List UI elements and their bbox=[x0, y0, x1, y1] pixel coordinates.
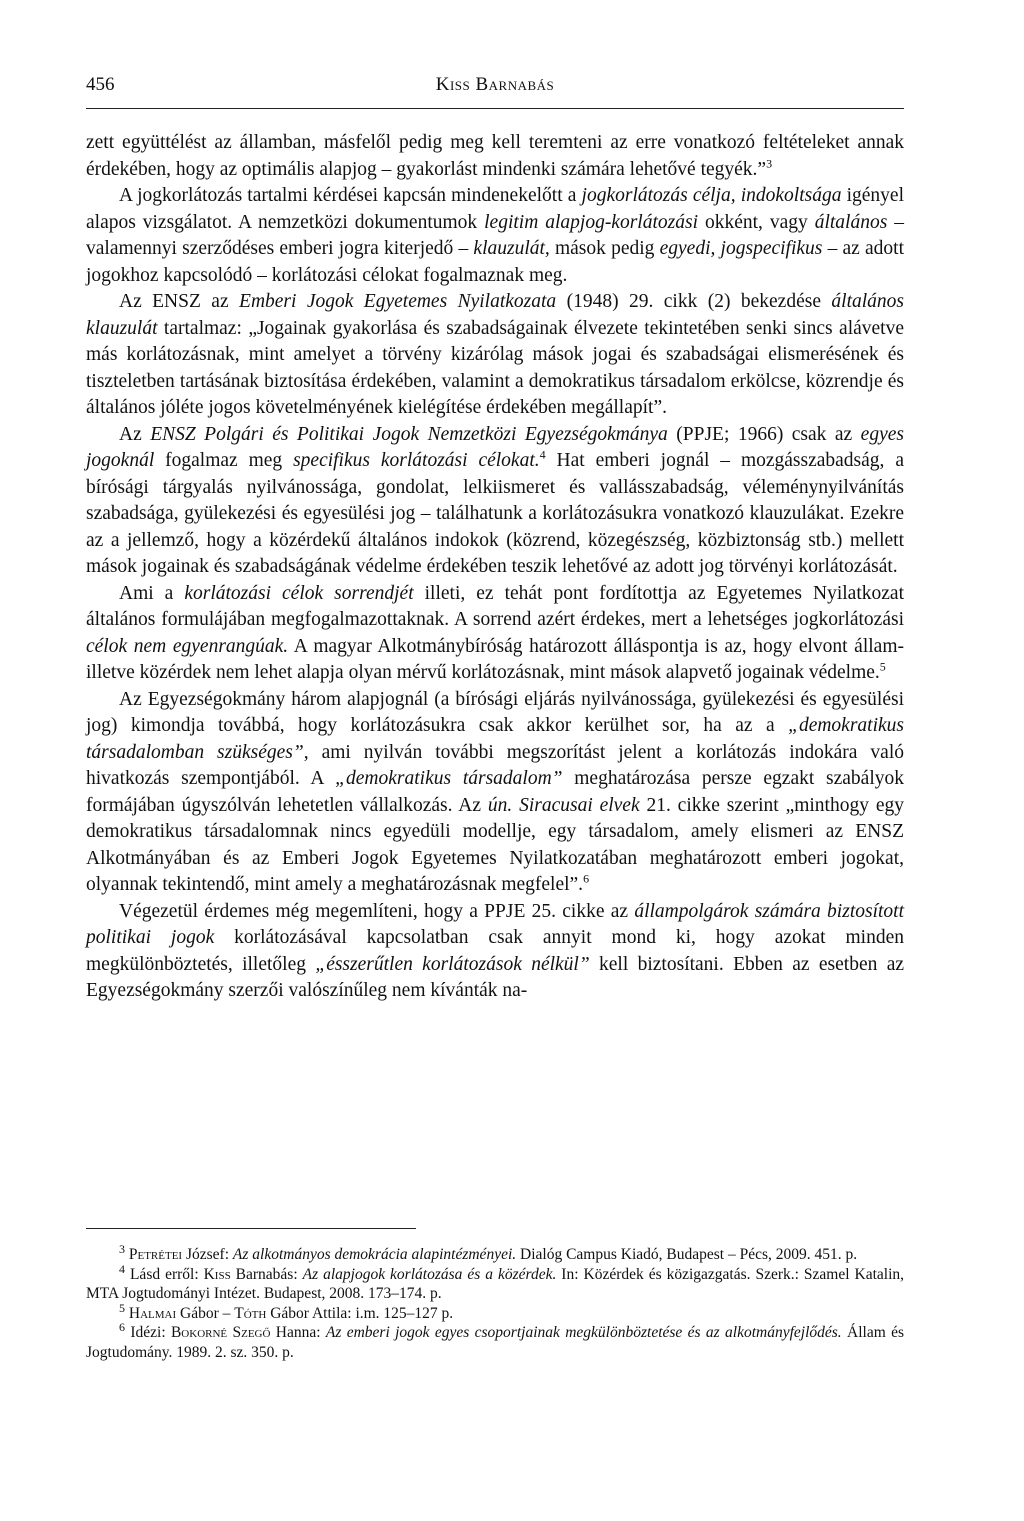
footnote-ref: 3 bbox=[766, 156, 773, 170]
paragraph: zett együttélést az államban, másfelől pedig meg kell teremteni az erre vonatkozó feltételeket annak érdekében, hogy az optimális alapjog – gyakorlást mindenki számára lehetővé tegyék.”$^3$ bbox=[86, 132, 904, 180]
header-rule bbox=[86, 108, 904, 109]
paragraph: Az ENSZ Polgári és Politikai Jogok Nemzetközi Egyezségokmánya (PPJE; 1966) csak az egyes jogoknál fogalmaz meg specifikus korlátozási célokat.$^4$ Hat emberi jognál – mozgásszabadság, a bírósági tárgyalás nyilvánossága, gondolat, lelkiismeret és vallásszabadság, véleménynyilvánítás szabadsága, gyülekezési és egyesülési jog – találhatunk a korlátozásukra vonatkozó klauzulákat. Ezekre az a jellemző, hogy a közérdekű általános indokok (közrend, közegészség, közbiztonság stb.) mellett mások jogainak és szabadságának védelme érdekében teszik lehetővé az adott jog törvényi korlátozását. bbox=[86, 423, 904, 577]
running-head-author: Kiss Barnabás bbox=[435, 74, 555, 95]
paragraph: Az Egyezségokmány három alapjognál (a bírósági eljárás nyilvánossága, gyülekezési és egyesülési jog) kimondja továbbá, hogy korlátozásukra csak akkor kerülhet sor, ha az a „demokratikus társadalomban szükséges”, ami nyilván további megszorítást jelent a korlátozás indokára való hivatkozás szempontjából. A „demokratikus társadalom” meghatározása persze egzakt szabályok formájában úgyszólván lehetetlen vállalkozás. Az ún. Siracusai elvek 21. cikke szerint „minthogy egy demokratikus társadalomnak nincs egyedüli modellje, egy társadalom, amely elismeri az ENSZ Alkotmányában és az Emberi Jogok Egyetemes Nyilatkozatában meghatározott emberi jogokat, olyannak tekintendő, mint amely a meghatározásnak megfelel”.$^6$ bbox=[86, 688, 904, 895]
footnotes bbox=[86, 1241, 905, 1362]
paragraph: Végezetül érdemes még megemlíteni, hogy a PPJE 25. cikke az állampolgárok számára biztosított politikai jogok korlátozásával kapcsolatban csak annyit mond ki, hogy azokat minden megkülönböztetés, illetőleg „ésszerűtlen korlátozások nélkül” kell biztosítani. Ebben az esetben az Egyezségokmány szerzői valószínűleg nem kívánták na- bbox=[86, 900, 905, 1001]
footnote-ref: 5 bbox=[879, 659, 886, 674]
footnote-ref: 4 bbox=[539, 447, 546, 462]
footnote: $^5$ Halmai Gábor – Tóth Gábor Attila: i.m. 125–127 p. bbox=[119, 1300, 454, 1322]
footnote: $^6$ Idézi: Bokorné Szegő Hanna: Az emberi jogok egyes csoportjainak megkülönböztetése és az alkotmányfejlődés. Állam és Jogtudomány. 1989. 2. sz. 350. p. bbox=[86, 1319, 905, 1361]
paragraph: A jogkorlátozás tartalmi kérdései kapcsán mindenekelőtt a jogkorlátozás célja, indokoltsága igényel alapos vizsgálatot. A nemzetközi dokumentumok legitim alapjog-korlátozási okként, vagy általános – valamennyi szerződéses emberi jogra kiterjedő – klauzulát, mások pedig egyedi, jogspecifikus – az adott jogokhoz kapcsolódó – korlátozási célokat fogalmaznak meg. bbox=[86, 185, 904, 286]
main-text bbox=[86, 130, 904, 1005]
footnote: $^4$ Lásd erről: Kiss Barnabás: Az alapjogok korlátozása és a közérdek. In: Közérdek és közigazgatás. Szerk.: Szamel Katalin, MTA Jogtudományi Intézet. Budapest, 2008. 173–174. p. bbox=[86, 1261, 905, 1302]
footnote: $^3$ Petrétei József: Az alkotmányos demokrácia alapintézményei. Dialóg Campus Kiadó, Budapest – Pécs, 2009. 451. p. bbox=[119, 1241, 858, 1263]
footnote-ref: 6 bbox=[583, 871, 590, 886]
page-number: 456 bbox=[86, 74, 115, 95]
paragraph: Az ENSZ az Emberi Jogok Egyetemes Nyilatkozata (1948) 29. cikk (2) bekezdése általános klauzulát tartalmaz: „Jogainak gyakorlása és szabadságainak élvezete tekintetében senki sincs alávetve más korlátozásnak, mint amelyet a törvény kizárólag mások jogai és szabadságai elismerésének és tiszteletben tartásának biztosítása érdekében, valamint a demokratikus társadalom erkölcse, közrendje és általános jóléte jogos követelményének kielégítése érdekében megállapít”. bbox=[86, 291, 904, 418]
footnote-rule bbox=[86, 1228, 416, 1229]
running-header bbox=[86, 74, 904, 100]
paragraph: Ami a korlátozási célok sorrendjét illeti, ez tehát pont fordítottja az Egyetemes Nyilatkozat általános formulájában megfogalmazottaknak. A sorrend azért érdekes, mert a lehetséges jogkorlátozási célok nem egyenrangúak. A magyar Alkotmánybíróság határozott álláspontja is az, hogy elvont állam- illetve közérdek nem lehet alapja olyan mérvű korlátozásnak, mint mások alapvető jogainak védelme.$^5$ bbox=[86, 582, 904, 683]
